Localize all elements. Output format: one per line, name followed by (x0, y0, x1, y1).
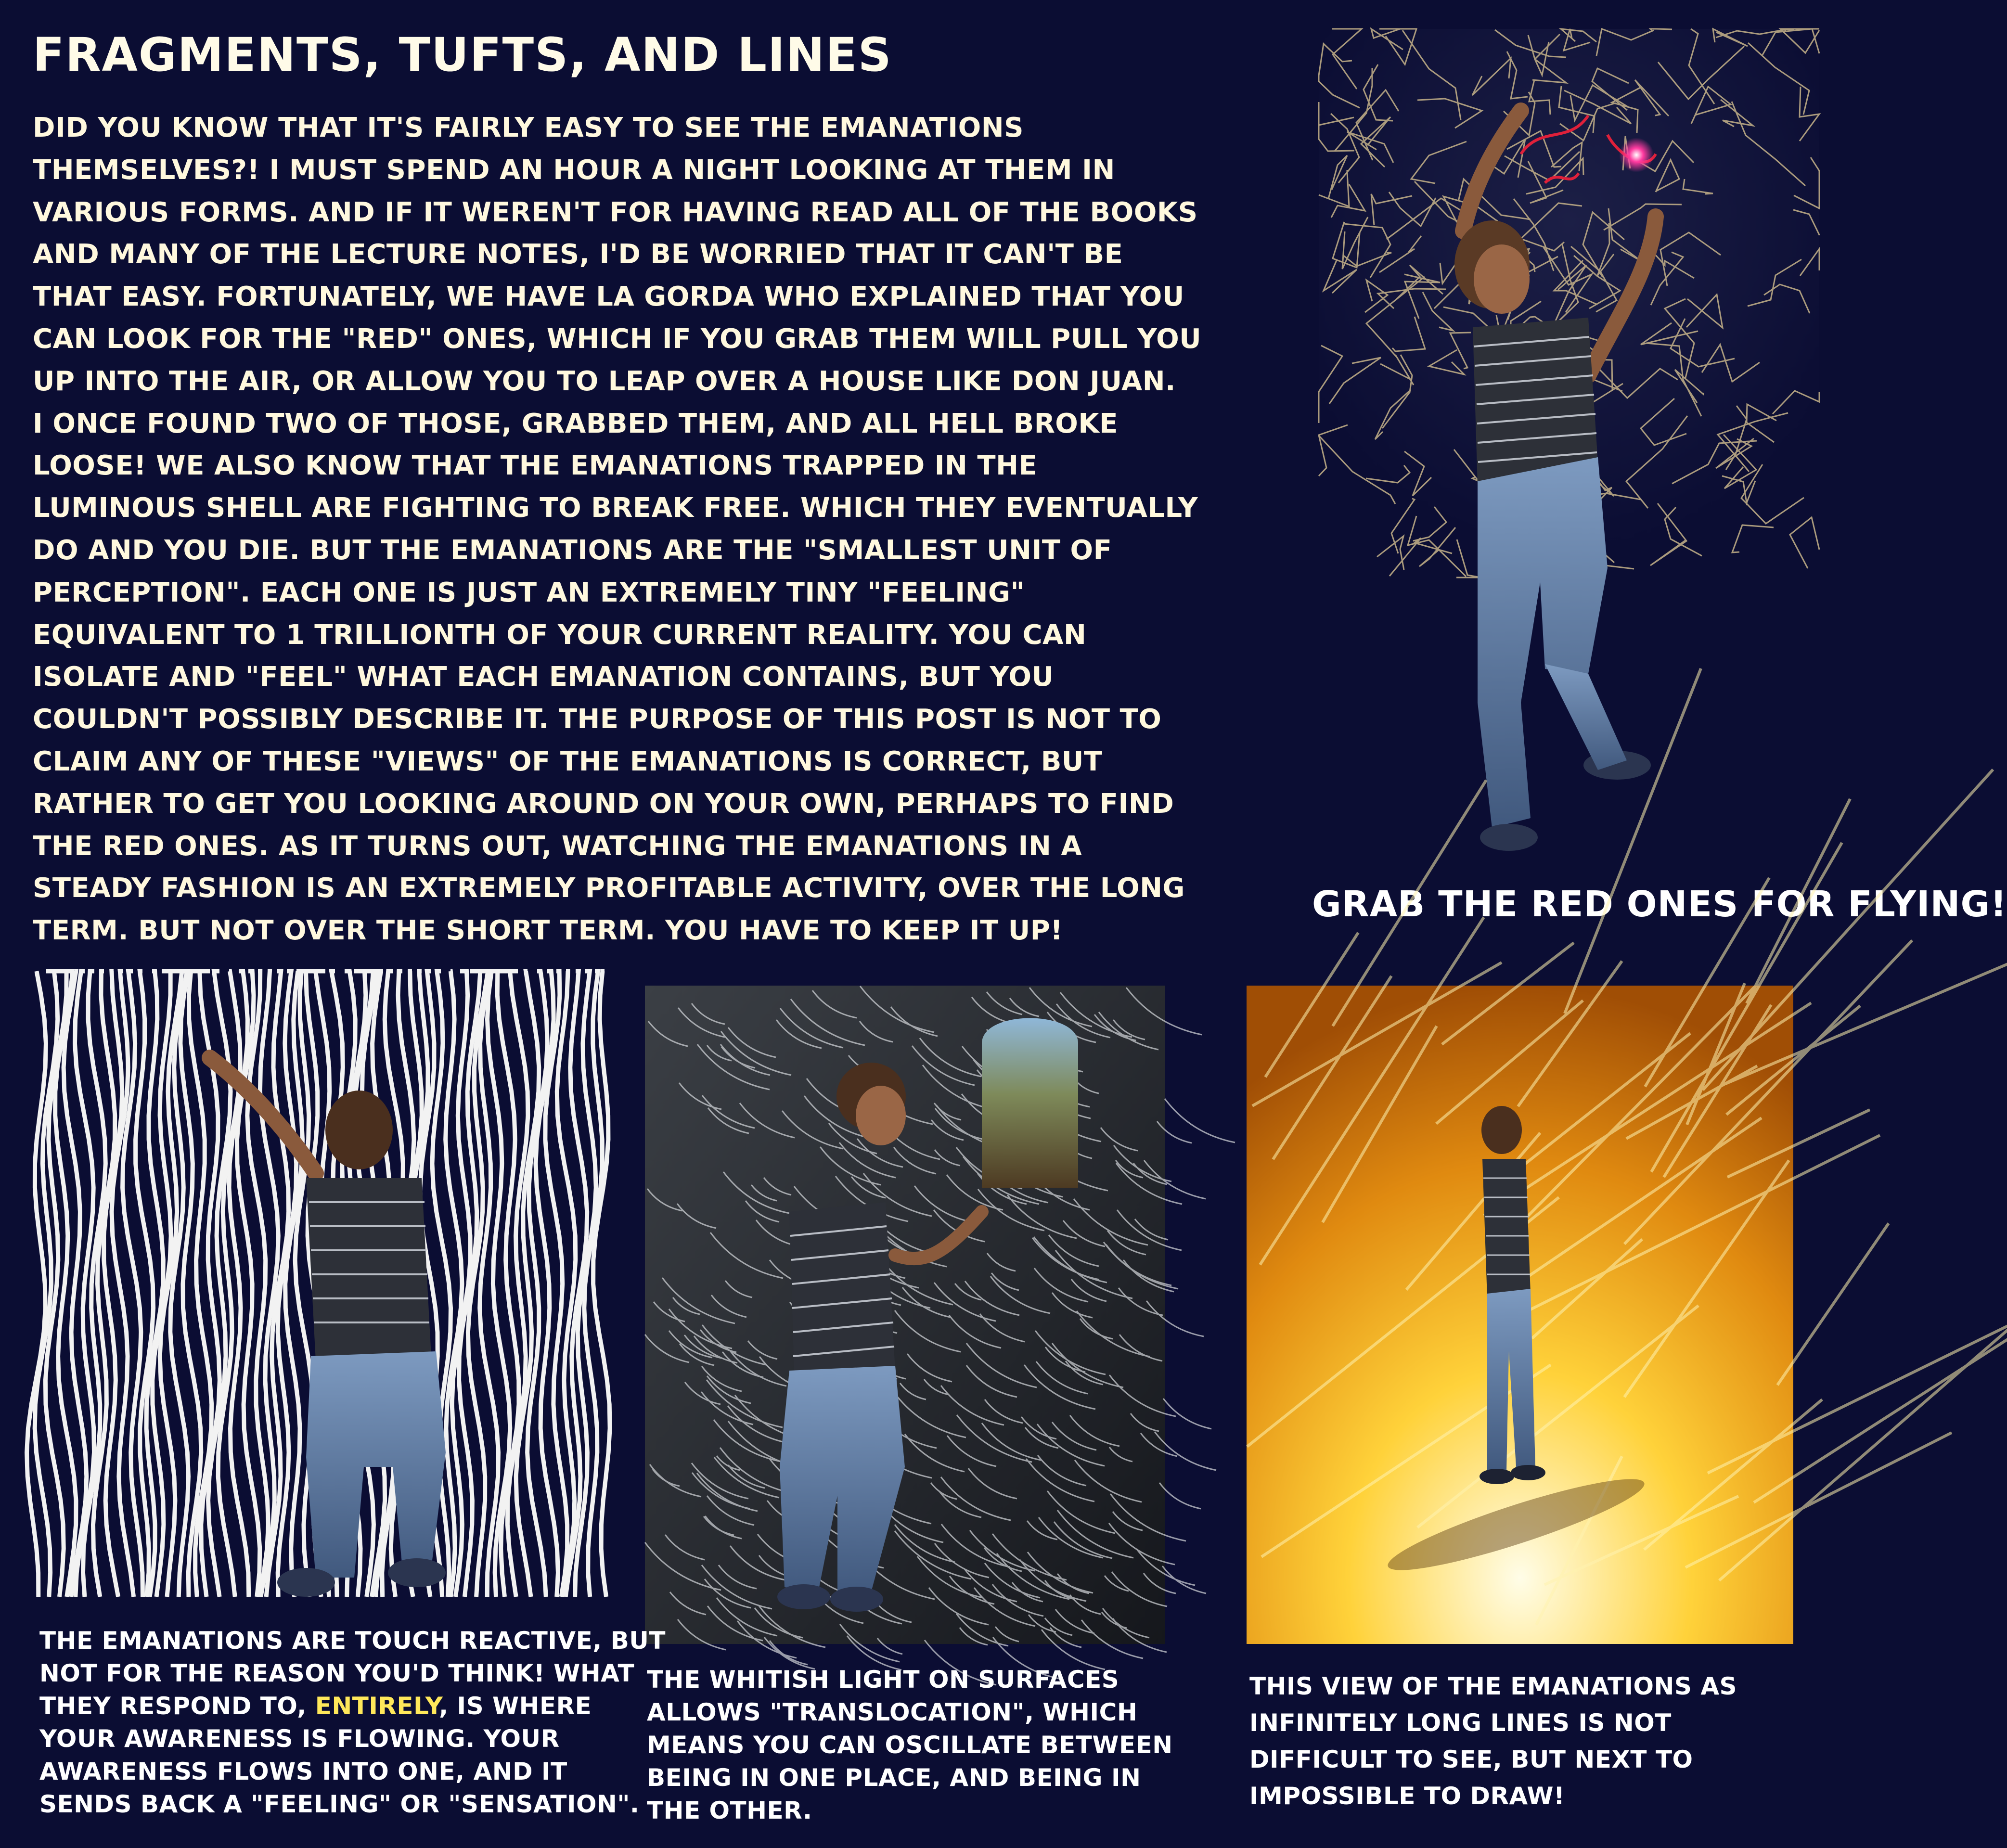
intro-line: THEMSELVES?! I MUST SPEND AN HOUR A NIGHT LOOKING AT THEM IN (33, 154, 1115, 186)
caption-b-line: THE OTHER. (647, 1797, 812, 1824)
intro-line: AND MANY OF THE LECTURE NOTES, I'D BE WORRIED THAT IT CAN'T BE (33, 239, 1123, 270)
caption-c-line: THIS VIEW OF THE EMANATIONS AS (1249, 1672, 1737, 1700)
intro-line: CLAIM ANY OF THESE "VIEWS" OF THE EMANATIONS IS CORRECT, BUT (33, 745, 1103, 777)
intro-line: ISOLATE AND "FEEL" WHAT EACH EMANATION CONTAINS, BUT YOU (33, 661, 1054, 693)
caption-a-text: THEY RESPOND TO, (39, 1692, 315, 1720)
illustration-touch-reactive (37, 971, 612, 1597)
tangle-scene (1319, 29, 1819, 876)
doorway-portal (982, 1018, 1078, 1188)
striped-scene (37, 971, 612, 1597)
illustration-infinite-lines (1247, 986, 1793, 1644)
caption-c-line: DIFFICULT TO SEE, BUT NEXT TO (1249, 1745, 1693, 1773)
caption-c-line: INFINITELY LONG LINES IS NOT (1249, 1709, 1672, 1737)
caption-touch-reactive (39, 1624, 666, 1821)
intro-line: CAN LOOK FOR THE "RED" ONES, WHICH IF YOU GRAB THEM WILL PULL YOU (33, 323, 1202, 355)
caption-b-line: ALLOWS "TRANSLOCATION", WHICH (647, 1698, 1138, 1726)
intro-line: I ONCE FOUND TWO OF THOSE, GRABBED THEM, AND ALL HELL BROKE (33, 408, 1119, 439)
caption-a-line: THE EMANATIONS ARE TOUCH REACTIVE, BUT (39, 1627, 666, 1655)
intro-line: RATHER TO GET YOU LOOKING AROUND ON YOUR OWN, PERHAPS TO FIND (33, 788, 1174, 820)
glow-scene (1247, 986, 1793, 1644)
intro-line: STEADY FASHION IS AN EXTREMELY PROFITABLE ACTIVITY, OVER THE LONG (33, 873, 1185, 904)
caption-b-line: BEING IN ONE PLACE, AND BEING IN (647, 1764, 1141, 1792)
intro-line: TERM. BUT NOT OVER THE SHORT TERM. YOU HAVE TO KEEP IT UP! (33, 915, 1063, 947)
caption-a-text: , IS WHERE (439, 1692, 592, 1720)
page-title: FRAGMENTS, TUFTS, AND LINES (33, 28, 892, 82)
intro-line: COULDN'T POSSIBLY DESCRIBE IT. THE PURPOSE OF THIS POST IS NOT TO (33, 704, 1162, 735)
intro-line: THAT EASY. FORTUNATELY, WE HAVE LA GORDA WHO EXPLAINED THAT YOU (33, 281, 1184, 313)
emphasis-entirely: ENTIRELY (315, 1692, 439, 1720)
intro-line: DID YOU KNOW THAT IT'S FAIRLY EASY TO SEE THE EMANATIONS (33, 112, 1024, 143)
intro-line: THE RED ONES. AS IT TURNS OUT, WATCHING THE EMANATIONS IN A (33, 830, 1082, 862)
intro-text (33, 107, 1284, 952)
intro-line: LUMINOUS SHELL ARE FIGHTING TO BREAK FREE. WHICH THEY EVENTUALLY (33, 492, 1198, 524)
caption-grab-red-ones: GRAB THE RED ONES FOR FLYING! (1312, 884, 2007, 925)
intro-line: EQUIVALENT TO 1 TRILLIONTH OF YOUR CURRENT REALITY. YOU CAN (33, 619, 1087, 651)
caption-translocation (647, 1663, 1173, 1827)
caption-b-line: MEANS YOU CAN OSCILLATE BETWEEN (647, 1731, 1173, 1759)
caption-a-line: NOT FOR THE REASON YOU'D THINK! WHAT (39, 1659, 635, 1687)
intro-line: UP INTO THE AIR, OR ALLOW YOU TO LEAP OVER A HOUSE LIKE DON JUAN. (33, 365, 1176, 397)
caption-c-line: IMPOSSIBLE TO DRAW! (1249, 1782, 1565, 1810)
illustration-red-emanations (1319, 29, 1819, 876)
caption-a-line: SENDS BACK A "FEELING" OR "SENSATION". (39, 1790, 640, 1818)
caption-a-line: AWARENESS FLOWS INTO ONE, AND IT (39, 1758, 567, 1785)
caption-a-line (39, 1690, 666, 1722)
illustration-translocation (645, 986, 1165, 1644)
tufts-scene (645, 986, 1165, 1644)
intro-line: DO AND YOU DIE. BUT THE EMANATIONS ARE THE "SMALLEST UNIT OF (33, 534, 1112, 566)
caption-a-line: YOUR AWARENESS IS FLOWING. YOUR (39, 1725, 560, 1753)
intro-line: LOOSE! WE ALSO KNOW THAT THE EMANATIONS TRAPPED IN THE (33, 450, 1038, 482)
intro-line: PERCEPTION". EACH ONE IS JUST AN EXTREMELY TINY "FEELING" (33, 577, 1025, 608)
caption-b-line: THE WHITISH LIGHT ON SURFACES (647, 1666, 1119, 1694)
caption-infinite-lines (1249, 1668, 1737, 1814)
intro-line: VARIOUS FORMS. AND IF IT WEREN'T FOR HAVING READ ALL OF THE BOOKS (33, 196, 1198, 228)
pink-orb (1619, 138, 1654, 172)
